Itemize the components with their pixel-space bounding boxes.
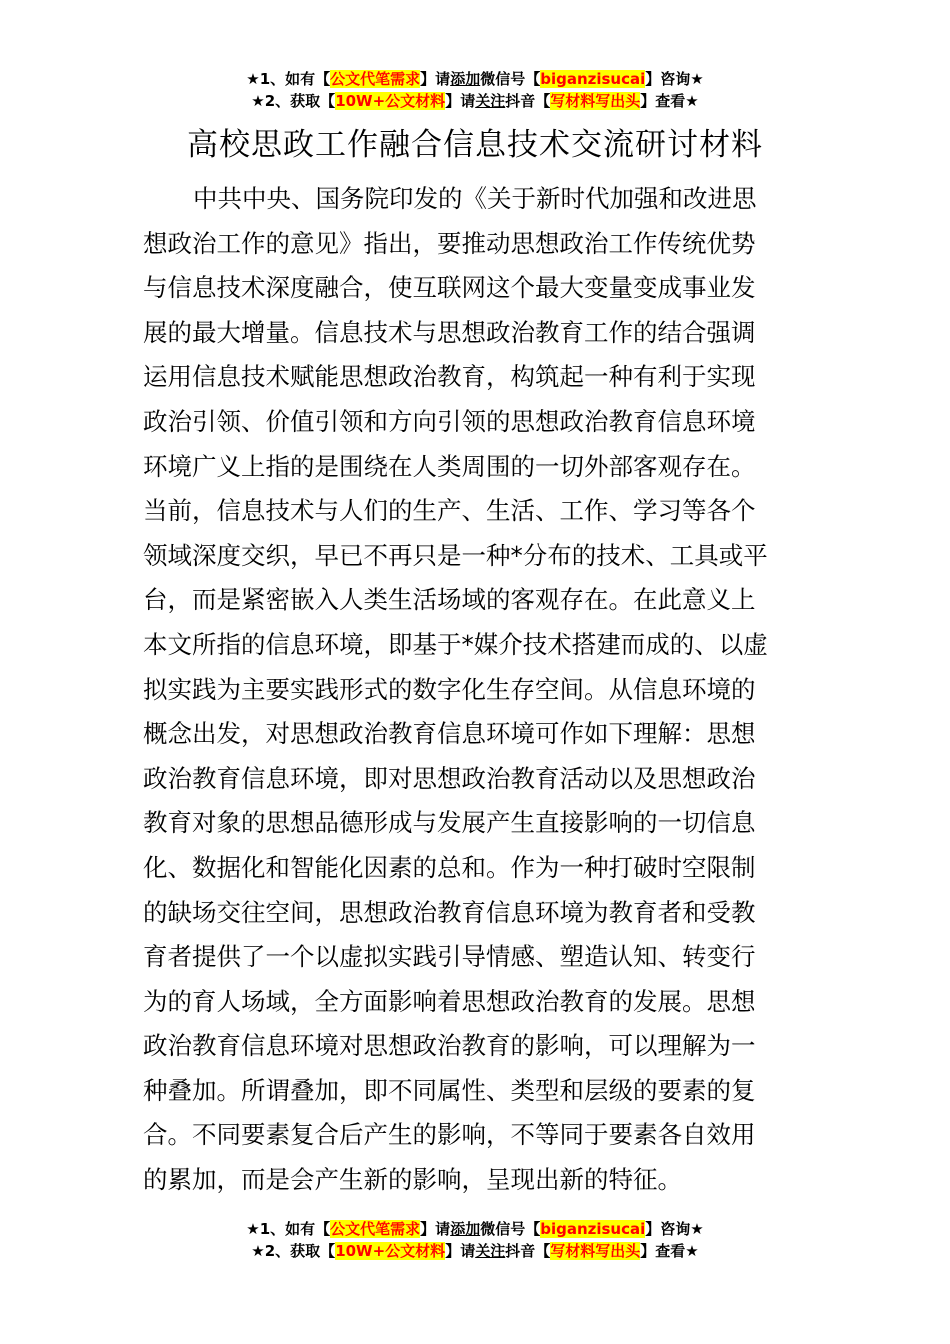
body-line: 化、数据化和智能化因素的总和。作为一种打破时空限制 bbox=[143, 852, 756, 882]
body-line: 种叠加。所谓叠加，即不同属性、类型和层级的要素的复 bbox=[143, 1075, 756, 1105]
promo-text: 抖音【 bbox=[505, 1242, 551, 1260]
promo-highlight: 公文代笔需求 bbox=[330, 1220, 421, 1238]
promo-highlight: biganzisucai bbox=[540, 1220, 646, 1238]
promo-footer bbox=[0, 1218, 950, 1262]
promo-highlight: 写材料写出头 bbox=[550, 1242, 641, 1260]
promo-text: 】请 bbox=[445, 1242, 476, 1260]
promo-text: 】查看★ bbox=[640, 1242, 699, 1260]
promo-text: 微信号【 bbox=[480, 1220, 541, 1238]
promo-underlined: 添加 bbox=[450, 1220, 481, 1238]
promo-text: 抖音【 bbox=[505, 92, 551, 110]
body-line: 环境广义上指的是围绕在人类周围的一切外部客观存在。 bbox=[143, 451, 756, 481]
promo-text: 】咨询★ bbox=[645, 70, 704, 88]
promo-underlined: 添加 bbox=[450, 70, 481, 88]
document-title: 高校思政工作融合信息技术交流研讨材料 bbox=[187, 127, 763, 163]
promo-header bbox=[0, 68, 950, 112]
promo-text: 】咨询★ bbox=[645, 1220, 704, 1238]
body-line: 为的育人场域，全方面影响着思想政治教育的发展。思想 bbox=[143, 986, 756, 1016]
body-line: 教育对象的思想品德形成与发展产生直接影响的一切信息 bbox=[143, 808, 756, 838]
promo-line-2 bbox=[0, 90, 950, 112]
body-line: 政治教育信息环境对思想政治教育的影响，可以理解为一 bbox=[143, 1031, 756, 1061]
promo-text: 微信号【 bbox=[480, 70, 541, 88]
body-line: 本文所指的信息环境，即基于*媒介技术搭建而成的、以虚 bbox=[143, 629, 768, 659]
promo-underlined: 关注 bbox=[475, 1242, 506, 1260]
promo-highlight: 10W+公文材料 bbox=[335, 92, 446, 110]
body-line: 台，而是紧密嵌入人类生活场域的客观存在。在此意义上 bbox=[143, 585, 756, 615]
promo-text: ★2、获取【 bbox=[251, 1242, 336, 1260]
body-line: 拟实践为主要实践形式的数字化生存空间。从信息环境的 bbox=[143, 674, 756, 704]
promo-text: ★2、获取【 bbox=[251, 92, 336, 110]
promo-line-1 bbox=[0, 68, 950, 90]
promo-highlight: biganzisucai bbox=[540, 70, 646, 88]
body-line: 中共中央、国务院印发的《关于新时代加强和改进思 bbox=[193, 184, 757, 213]
body-line: 展的最大增量。信息技术与思想政治教育工作的结合强调 bbox=[143, 317, 756, 347]
body-line: 当前，信息技术与人们的生产、生活、工作、学习等各个 bbox=[143, 496, 756, 526]
promo-text: 】请 bbox=[420, 1220, 451, 1238]
body-line: 想政治工作的意见》指出，要推动思想政治工作传统优势 bbox=[143, 228, 756, 258]
promo-text: 】请 bbox=[420, 70, 451, 88]
promo-text: ★1、如有【 bbox=[246, 1220, 331, 1238]
promo-line-2 bbox=[0, 1240, 950, 1262]
document-body bbox=[143, 177, 807, 1203]
body-line: 领域深度交织，早已不再只是一种*分布的技术、工具或平 bbox=[143, 540, 768, 570]
body-line: 政治教育信息环境，即对思想政治教育活动以及思想政治 bbox=[143, 763, 756, 793]
promo-highlight: 10W+公文材料 bbox=[335, 1242, 446, 1260]
promo-text: 】请 bbox=[445, 92, 476, 110]
promo-highlight: 公文代笔需求 bbox=[330, 70, 421, 88]
promo-text: ★1、如有【 bbox=[246, 70, 331, 88]
body-line: 育者提供了一个以虚拟实践引导情感、塑造认知、转变行 bbox=[143, 942, 756, 972]
promo-highlight: 写材料写出头 bbox=[550, 92, 641, 110]
body-line: 的缺场交往空间，思想政治教育信息环境为教育者和受教 bbox=[143, 897, 756, 927]
body-line: 运用信息技术赋能思想政治教育，构筑起一种有利于实现 bbox=[143, 362, 756, 392]
promo-underlined: 关注 bbox=[475, 92, 506, 110]
body-line: 与信息技术深度融合，使互联网这个最大变量变成事业发 bbox=[143, 273, 756, 303]
promo-line-1 bbox=[0, 1218, 950, 1240]
body-line: 的累加，而是会产生新的影响，呈现出新的特征。 bbox=[143, 1165, 682, 1195]
promo-text: 】查看★ bbox=[640, 92, 699, 110]
body-line: 政治引领、价值引领和方向引领的思想政治教育信息环境 bbox=[143, 406, 756, 436]
body-line: 概念出发，对思想政治教育信息环境可作如下理解：思想 bbox=[143, 719, 756, 749]
body-line: 合。不同要素复合后产生的影响，不等同于要素各自效用 bbox=[143, 1120, 756, 1150]
